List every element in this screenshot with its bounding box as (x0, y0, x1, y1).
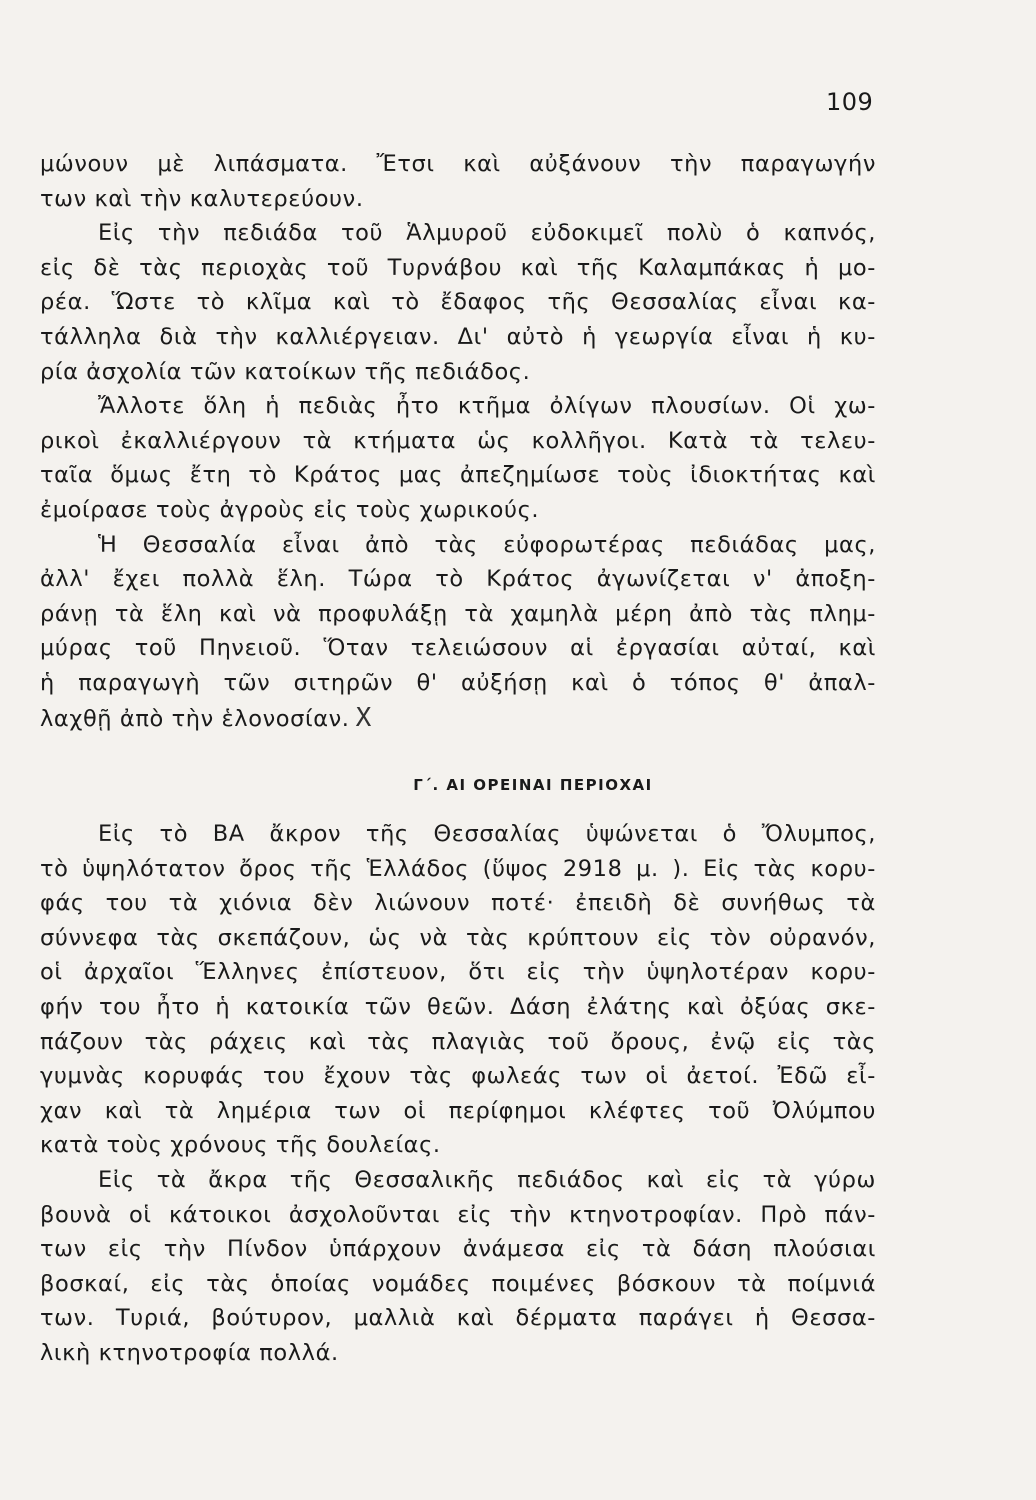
page-number: 109 (826, 88, 874, 116)
text-line: ράνῃ τὰ ἕλη καὶ νὰ προφυλάξῃ τὰ χαμηλὰ μέρη ἀπὸ τὰς πλημ- (40, 600, 876, 627)
text-line: πάζουν τὰς ράχεις καὶ τὰς πλαγιὰς τοῦ ὄρους, ἐνῷ εἰς τὰς (40, 1028, 876, 1055)
text-line: μώνουν μὲ λιπάσματα. Ἔτσι καὶ αὐξάνουν τὴν παραγωγήν (40, 151, 876, 177)
text-line: ἐμοίρασε τοὺς ἀγροὺς εἰς τοὺς χωρικούς. (40, 496, 540, 523)
text-line: των. Τυριά, βούτυρον, μαλλιὰ καὶ δέρματα παράγει ἡ Θεσσα- (40, 1305, 876, 1332)
text-line: τάλληλα διὰ τὴν καλλιέργειαν. Δι' αὐτὸ ἡ γεωργία εἶναι ἡ κυ- (40, 323, 876, 350)
text-line: σύννεφα τὰς σκεπάζουν, ὡς νὰ τὰς κρύπτουν εἰς τὸν οὐρανόν, (40, 924, 876, 951)
text-line: φάς του τὰ χιόνια δὲν λιώνουν ποτέ· ἐπειδὴ δὲ συνήθως τὰ (40, 890, 876, 917)
text-line: λαχθῇ ἀπὸ τὴν ἑλονοσίαν. (40, 705, 350, 732)
text-line: Εἰς τὰ ἄκρα τῆς Θεσσαλικῆς πεδιάδος καὶ εἰς τὰ γύρω (98, 1166, 876, 1193)
text-line: λικὴ κτηνοτροφία πολλά. (40, 1339, 339, 1366)
text-line: τὸ ὑψηλότατον ὄρος τῆς Ἑλλάδος (ὕψος 2918 μ. ). Εἰς τὰς κορυ- (40, 855, 876, 882)
text-line: Εἰς τὴν πεδιάδα τοῦ Ἁλμυροῦ εὐδοκιμεῖ πολὺ ὁ καπνός, (98, 220, 876, 247)
text-line: των καὶ τὴν καλυτερεύουν. (40, 185, 364, 212)
text-line: φήν του ἦτο ἡ κατοικία τῶν θεῶν. Δάση ἐλάτης καὶ ὀξύας σκε- (40, 993, 876, 1020)
text-line: ἀλλ' ἔχει πολλὰ ἕλη. Τώρα τὸ Κράτος ἀγωνίζεται ν' ἀποξη- (40, 566, 876, 593)
text-line: Εἰς τὸ ΒΑ ἄκρον τῆς Θεσσαλίας ὑψώνεται ὁ Ὄλυμπος, (98, 821, 876, 847)
text-line: Ἡ Θεσσαλία εἶναι ἀπὸ τὰς εὐφορωτέρας πεδιάδας μας, (98, 531, 876, 558)
text-line: Ἄλλοτε ὅλη ἡ πεδιὰς ἦτο κτῆμα ὀλίγων πλουσίων. Οἱ χω- (98, 393, 876, 420)
text-line-with-mark (40, 701, 876, 737)
text-line: μύρας τοῦ Πηνειοῦ. Ὅταν τελειώσουν αἱ ἐργασίαι αὐταί, καὶ (40, 635, 876, 662)
text-line: κατὰ τοὺς χρόνους τῆς δουλείας. (40, 1132, 441, 1159)
text-line: ταῖα ὅμως ἔτη τὸ Κράτος μας ἀπεζημίωσε τοὺς ἰδιοκτήτας καὶ (40, 462, 876, 489)
text-line: βοσκαί, εἰς τὰς ὁποίας νομάδες ποιμένες βόσκουν τὰ ποίμνιά (40, 1270, 876, 1297)
text-line: εἰς δὲ τὰς περιοχὰς τοῦ Τυρνάβου καὶ τῆς Καλαμπάκας ἡ μο- (40, 254, 876, 281)
text-line: οἱ ἀρχαῖοι Ἕλληνες ἐπίστευον, ὅτι εἰς τὴν ὑψηλοτέραν κορυ- (40, 959, 876, 986)
text-line: ρικοὶ ἐκαλλιέργουν τὰ κτήματα ὡς κολλῆγοι. Κατὰ τὰ τελευ- (40, 427, 876, 454)
text-line: ρέα. Ὥστε τὸ κλῖμα καὶ τὸ ἔδαφος τῆς Θεσσαλίας εἶναι κα- (40, 289, 876, 316)
text-line: βουνὰ οἱ κάτοικοι ἀσχολοῦνται εἰς τὴν κτηνοτροφίαν. Πρὸ πάν- (40, 1201, 876, 1228)
text-line: χαν καὶ τὰ λημέρια των οἱ περίφημοι κλέφτες τοῦ Ὀλύμπου (40, 1097, 876, 1124)
section2-text (40, 817, 876, 1371)
text-line: γυμνὰς κορυφάς του ἔχουν τὰς φωλεάς των οἱ ἀετοί. Ἐδῶ εἶ- (40, 1063, 876, 1090)
text-line: των εἰς τὴν Πίνδον ὑπάρχουν ἀνάμεσα εἰς τὰ δάση πλούσιαι (40, 1236, 876, 1263)
section-heading: Γ΄. ΑΙ ΟΡΕΙΝΑΙ ΠΕΡΙΟΧΑΙ (413, 776, 653, 794)
section1-text (40, 147, 876, 736)
text-line: ἡ παραγωγὴ τῶν σιτηρῶν θ' αὐξήσῃ καὶ ὁ τόπος θ' ἀπαλ- (40, 669, 876, 696)
text-line: ρία ἀσχολία τῶν κατοίκων τῆς πεδιάδος. (40, 358, 531, 385)
handwritten-mark: X (355, 702, 372, 733)
